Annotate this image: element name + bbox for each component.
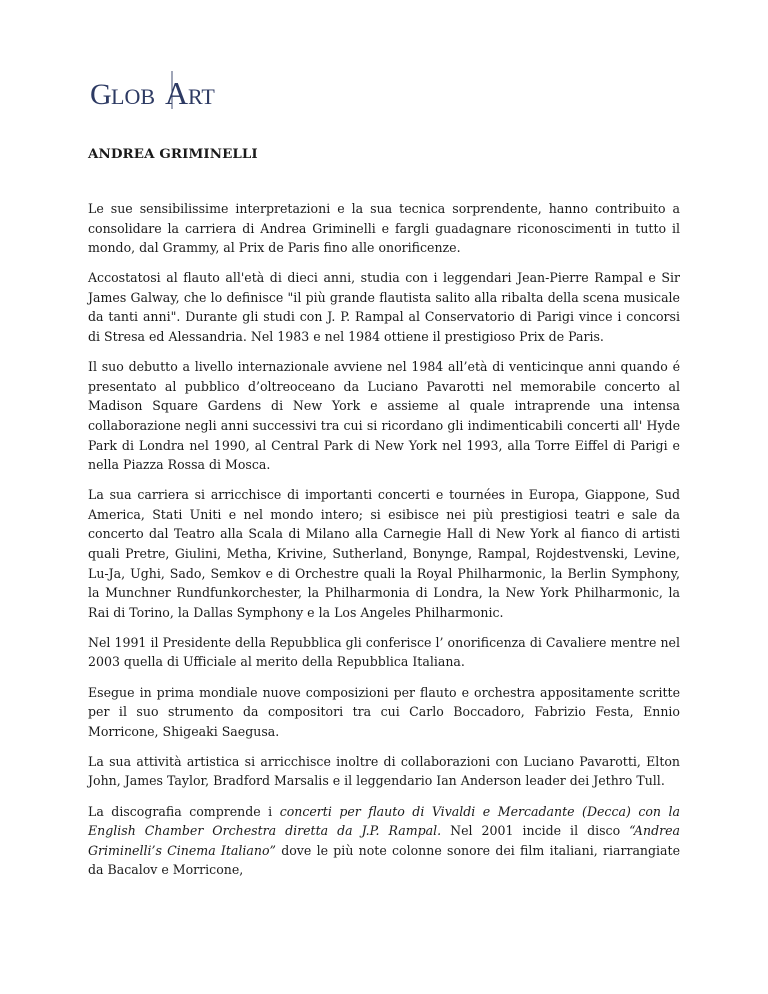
- body-paragraph: [88, 485, 680, 622]
- globart-logo: [90, 68, 680, 108]
- body-paragraph: [88, 633, 680, 672]
- body-paragraph: [88, 802, 680, 880]
- paragraph-text: Accostatosi al flauto all'età di dieci anni, studia con i leggendari Jean-Pierre Rampal e Sir James Galway, che lo definisce "il più grande flautista salito alla ribalta della scena musicale da tanti anni". Durante gli studi con J. P. Rampal al Conservatorio di Parigi vince i concorsi di Stresa ed Alessandria. Nel 1983 e nel 1984 ottiene il prestigioso Prix de Paris.: [88, 270, 680, 345]
- body-paragraph: [88, 357, 680, 475]
- paragraph-text: Nel 1991 il Presidente della Repubblica gli conferisce l’ onorificenza di Cavaliere mentre nel 2003 quella di Ufficiale al merito della Repubblica Italiana.: [88, 634, 680, 670]
- svg-text:LOB: LOB: [111, 84, 155, 109]
- body-paragraph: [88, 199, 680, 258]
- paragraph-text: Esegue in prima mondiale nuove composizioni per flauto e orchestra appositamente scritte per il suo strumento da compositori tra cui Carlo Boccadoro, Fabrizio Festa, Ennio Morricone, Shigeaki Saegusa.: [88, 684, 680, 739]
- paragraph-text: La discografia comprende i: [88, 803, 280, 819]
- italic-text: “Andrea Griminelli’s Cinema Italiano”: [88, 823, 680, 858]
- paragraph-text: Nel 2001 incide il disco: [441, 823, 630, 839]
- paragraph-text: Le sue sensibilissime interpretazioni e la sua tecnica sorprendente, hanno contribuito a consolidare la carriera di Andrea Griminelli e fargli guadagnare riconoscimenti in tutto il mondo, dal Grammy, al Prix de Paris fino alle onorificenze.: [88, 201, 680, 256]
- body-paragraph: [88, 752, 680, 791]
- globart-logo-mark: [90, 68, 230, 110]
- body-paragraph: [88, 268, 680, 346]
- paragraph-text: Il suo debutto a livello internazionale avviene nel 1984 all’età di venticinque anni quando é presentato al pubblico d’oltreoceano da Luciano Pavarotti nel memorabile concerto al Madison Square Gardens di New York e assieme al quale intraprende una intensa collaborazione negli anni successivi tra cui si ricordano gli indimenticabili concerti all' Hyde Park di Londra nel 1990, al Central Park di New York nel 1993, alla Torre Eiffel di Parigi e nella Piazza Rossa di Mosca.: [88, 359, 680, 473]
- svg-text:G: G: [90, 78, 112, 110]
- italic-text: concerti per flauto di Vivaldi e Mercadante (Decca) con la English Chamber Orchestra diretta da J.P. Rampal.: [88, 803, 680, 839]
- document-body: [88, 199, 680, 880]
- paragraph-text: La sua carriera si arricchisce di importanti concerti e tournées in Europa, Giappone, Sud America, Stati Uniti e nel mondo intero; si esibisce nei più prestigiosi teatri e sale da concerto dal Teatro alla Scala di Milano alla Carnegie Hall di New York al fianco di artisti quali Pretre, Giulini, Metha, Krivine, Sutherland, Bonynge, Rampal, Rojdestvenski, Levine, Lu-Ja, Ughi, Sado, Semkov e di Orchestre quali la Royal Philharmonic, la Berlin Symphony, la Munchner Rundfunkorchester, la Philharmonia di Londra, la New York Philharmonic, la Rai di Torino, la Dallas Symphony e la Los Angeles Philharmonic.: [88, 487, 680, 620]
- document-title: ANDREA GRIMINELLI: [88, 146, 258, 162]
- paragraph-text: La sua attività artistica si arricchisce inoltre di collaborazioni con Luciano Pavarotti, Elton John, James Taylor, Bradford Marsalis e il leggendario Ian Anderson leader dei Jethro Tull.: [88, 753, 680, 789]
- svg-text:A: A: [165, 75, 189, 110]
- paragraph-text: dove le più note colonne sonore dei film italiani, riarrangiate da Bacalov e Morricone,: [88, 842, 680, 878]
- document-page: [88, 68, 680, 880]
- body-paragraph: [88, 683, 680, 742]
- svg-text:RT: RT: [188, 84, 215, 109]
